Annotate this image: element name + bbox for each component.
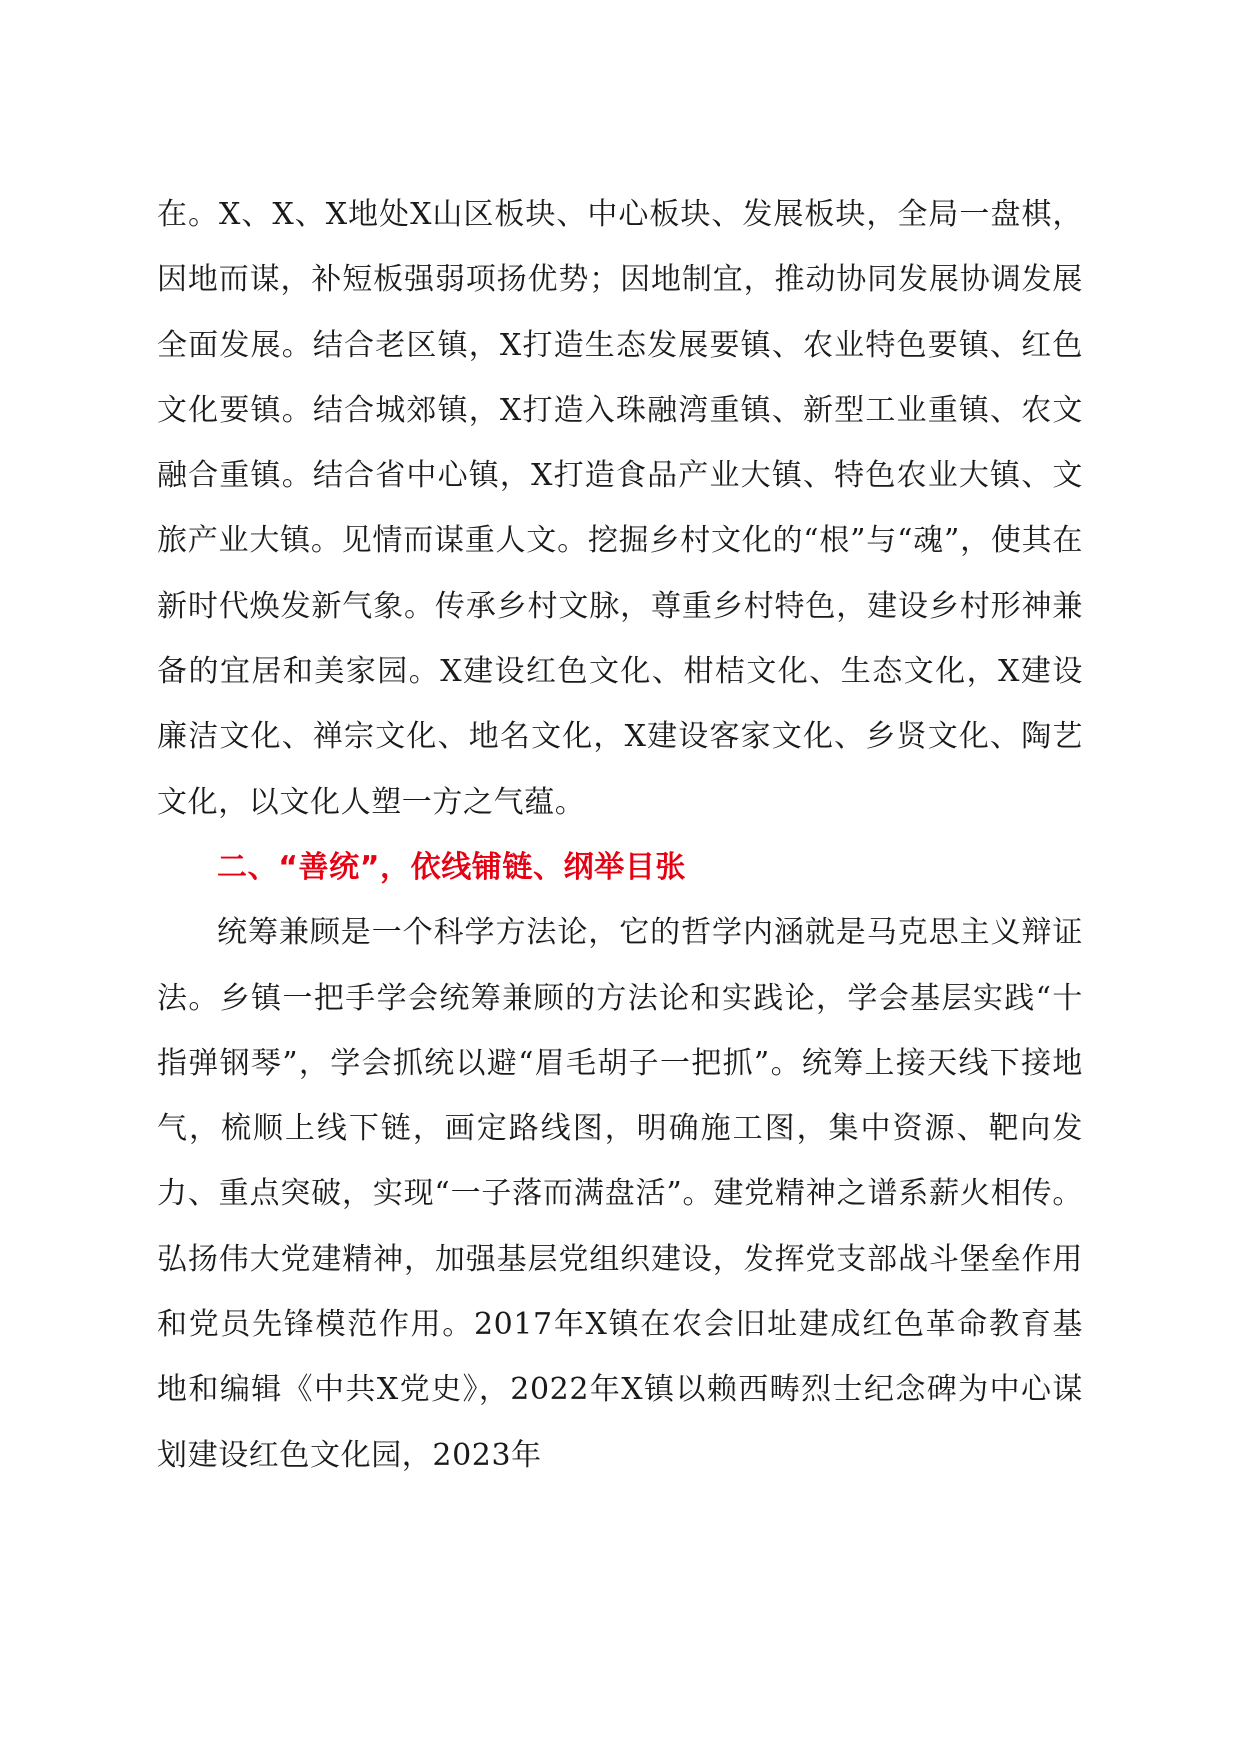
paragraph-body: 统筹兼顾是一个科学方法论，它的哲学内涵就是马克思主义辩证法。乡镇一把手学会统筹兼顾的方法论和实践论，学会基层实践“十指弹钢琴”，学会抓统以避“眉毛胡子一把抓”。统筹上接天线下接地气，梳顺上线下链，画定路线图，明确施工图，集中资源、靶向发力、重点突破，实现“一子落而满盘活”。建党精神之谱系薪火相传。弘扬伟大党建精神，加强基层党组织建设，发挥党支部战斗堡垒作用和党员先锋模范作用。2017年X镇在农会旧址建成红色革命教育基地和编辑《中共X党史》，2022年X镇以赖西畴烈士纪念碑为中心谋划建设红色文化园，2023年 xyxy=(157,915,1083,1473)
document-body xyxy=(157,182,1083,1488)
section-heading: 二、“善统”，依线铺链、纲举目张 xyxy=(217,849,687,885)
paragraph-continuation: 在。X、X、X地处X山区板块、中心板块、发展板块，全局一盘棋，因地而谋，补短板强弱项扬优势；因地制宜，推动协同发展协调发展全面发展。结合老区镇，X打造生态发展要镇、农业特色要镇、红色文化要镇。结合城郊镇，X打造入珠融湾重镇、新型工业重镇、农文融合重镇。结合省中心镇，X打造食品产业大镇、特色农业大镇、文旅产业大镇。见情而谋重人文。挖掘乡村文化的“根”与“魂”，使其在新时代焕发新气象。传承乡村文脉，尊重乡村特色，建设乡村形神兼备的宜居和美家园。X建设红色文化、柑桔文化、生态文化，X建设廉洁文化、禅宗文化、地名文化，X建设客家文化、乡贤文化、陶艺文化，以文化人塑一方之气蕴。 xyxy=(157,197,1083,820)
